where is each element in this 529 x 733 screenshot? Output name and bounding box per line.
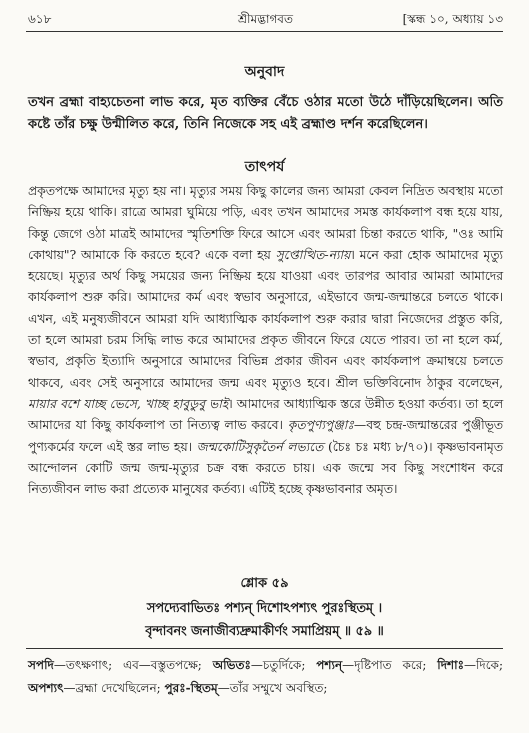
synonym-word: পশ্যন্: [316, 658, 343, 672]
synonym-meaning: —তাঁর সম্মুখে অবস্থিত;: [217, 681, 328, 695]
chapter-reference: [স্কন্ধ ১০, অধ্যায় ১৩: [402, 12, 503, 26]
translation-heading: অনুবাদ: [244, 64, 285, 80]
header-divider: [26, 31, 503, 32]
purport-segment: —বহু চন্দ্র-জন্মান্তরের পুঞ্জীভূত পুণ্যকর্মের ফলে এই স্তর লাভ হয়।: [28, 418, 503, 454]
purport-segment: । মনে করা হোক আমাদের মৃত্যু হয়েছে। মৃত্যুর অর্থ কিছু সময়ের জন্য নিষ্ক্রিয় হয়ে যাওয়া এবং তারপর আবার আমরা আমাদের কার্যকলাপ শুরু করি। আমাদের কর্ম এবং স্বভাব অনুসারে, এইভাবে জন্ম-জন্মান্তরে চলতে থাকে। এখন, এই মনুষ্যজীবনে আমরা যদি আধ্যাত্মিক কার্যকলাপ শুরু করার দ্বারা নিজেদের প্রস্তুত করি, তা হলে আমরা চরম সিদ্ধি লাভ করে আমাদের প্রকৃত জীবনে ফিরে যেতে পারব। তা না হলে কর্ম, স্বভাব, প্রকৃতি ইত্যাদি অনুসারে আমাদের বিভিন্ন প্রকার জীবন এবং কার্যকলাপ ক্রমাম্বয়ে চলতে থাকবে, এবং সেই অনুসারে আমাদের জন্ম এবং মৃত্যুও হবে। শ্রীল ভক্তিবিনোদ ঠাকুর বলেছেন,: [28, 247, 503, 390]
page-header: [28, 9, 503, 29]
book-title: শ্রীমদ্ভাগবত: [237, 12, 293, 26]
synonym-meaning: —চতুর্দিকে;: [250, 658, 306, 672]
purport-segment: প্রকৃতপক্ষে আমাদের মৃত্যু হয় না। মৃত্যুর সময় কিছু কালের জন্য আমরা কেবল নিদ্রিত অবস্থায় মতো নিষ্ক্রিয় হয়ে থাকি। রাত্রে আমরা ঘুমিয়ে পড়ি, এবং তখন আমাদের সমস্ত কার্যকলাপ বন্ধ হয়ে যায়, কিন্তু জেগে ওঠা মাত্রই আমাদের স্মৃতিশক্তি ফিরে আসে এবং আমরা চিন্তা করতে থাকি, "ওঃ আমি কোথায়"? আমাকে কি করতে হবে? একে বলা হয়: [28, 184, 503, 262]
verse-title: শ্লোক ৫৯: [240, 576, 289, 591]
synonyms-text: [28, 654, 503, 700]
synonym-word: দিশাঃ: [437, 658, 464, 672]
synonym-meaning: —তৎক্ষণাৎ; এব—বস্তুতপক্ষে;: [53, 658, 202, 672]
synonym-meaning: —দৃষ্টিপাত করে;: [342, 658, 427, 672]
translation-text: তখন ব্রহ্মা বাহ্যচেতনা লাভ করে, মৃত ব্যক্তির বেঁচে ওঠার মতো উঠে দাঁড়িয়েছিলেন। অতি কষ্টে তাঁর চক্ষু উন্মীলিত করে, তিনি নিজেকে সহ এই ব্রহ্মাণ্ড দর্শন করেছিলেন।: [28, 95, 503, 132]
purport-text: [28, 181, 503, 500]
purport-segment: । আমাদের আধ্যাত্মিক স্তরে উন্নীত হওয়া কর্তব্য। তা হলে আমাদের যা কিছু কার্যকলাপ তা নিত্যত্ব লাভ করবে।: [28, 396, 503, 433]
sanskrit-term: কৃতপুণ্যপুঞ্জাঃ: [287, 418, 354, 433]
purport-segment: (চৈঃ চঃ মধ্য ৮/৭০)। কৃষ্ণভাবনামৃত আন্দোলন কোটি জন্ম জন্ম-মৃত্যুর চক্র বন্ধ করতে চায়। এক জন্মে সব কিছু সংশোধন করে নিত্যজীবন লাভ করা প্রত্যেক মানুষের কর্তব্য। এটিই হচ্ছে কৃষ্ণভাবনার অমৃত।: [28, 439, 503, 497]
purport-heading: তাৎপর্য: [244, 159, 285, 175]
synonym-meaning: —ব্রহ্মা দেখেছিলেন;: [63, 681, 161, 695]
verse-line: বৃন্দাবনং জনাজীব্যদ্রুমাকীর্ণং সমাপ্রিয়ম্ ॥ ৫৯ ॥: [145, 624, 384, 639]
synonym-word: পুরঃ-স্থিতম্: [164, 681, 218, 695]
page-number: ৬১৮: [28, 12, 52, 26]
verse-divider: [26, 648, 503, 649]
sanskrit-term: সুপ্তোত্থিত-ন্যায়: [275, 247, 351, 262]
synonym-word: অভিতঃ: [212, 658, 251, 672]
synonym-meaning: —দিকে;: [463, 658, 503, 672]
verse-text: [0, 597, 529, 643]
sanskrit-quote: জন্মকোটিসুকৃতৈর্ন লভ্যতে: [196, 439, 324, 454]
synonym-word: অপশ্যৎ: [28, 681, 64, 695]
synonym-word: সপদি: [28, 658, 54, 672]
verse-line: সপদ্যেবাভিতঃ পশ্যন্ দিশোঽপশ্যৎ পুরঃস্থিতম্ ।: [146, 601, 383, 616]
song-quote: মায়ার বশে যাচ্ছ ভেসে, খাচ্ছ হাবুডুবু ভাই: [28, 396, 229, 411]
